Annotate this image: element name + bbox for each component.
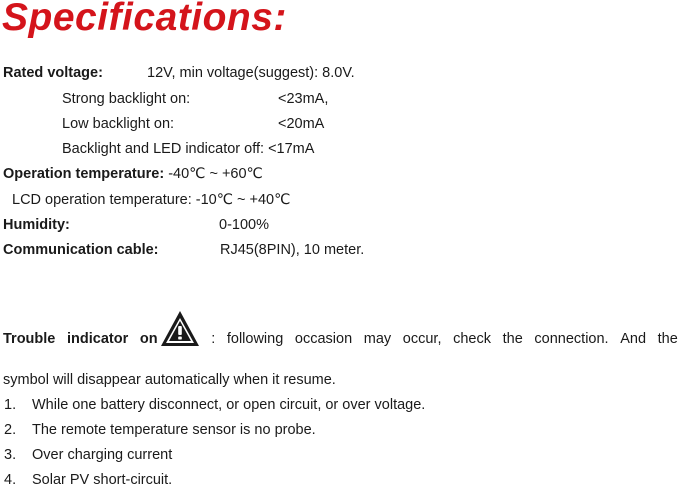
list-item-text: Over charging current (32, 447, 173, 463)
humidity-label: Humidity: (3, 217, 70, 233)
trouble-word-may: may (363, 331, 392, 347)
page-title: Specifications: (2, 0, 287, 39)
rated-voltage-label: Rated voltage: (3, 65, 103, 81)
humidity-value: 0-100% (219, 217, 269, 233)
list-item-number: 4. (4, 472, 17, 488)
strong-backlight-label: Strong backlight on: (62, 91, 191, 107)
list-item-text: Solar PV short-circuit. (32, 472, 173, 488)
list-item-text: While one battery disconnect, or open circuit, or over voltage. (32, 397, 426, 413)
on-with-icon (140, 310, 200, 348)
trouble-continuation-line: symbol will disappear automatically when it resume. (3, 372, 336, 388)
list-item-number: 2. (4, 422, 17, 438)
backlight-off-line: Backlight and LED indicator off: <17mA (62, 141, 315, 157)
on-word: on (139, 331, 158, 347)
rated-voltage-value: 12V, min voltage(suggest): 8.0V. (147, 65, 355, 81)
strong-backlight-value: <23mA, (278, 91, 329, 107)
trouble-word-following: following (226, 331, 284, 347)
communication-cable-value: RJ45(8PIN), 10 meter. (220, 242, 365, 258)
indicator-word: indicator (67, 331, 129, 347)
list-item-number: 3. (4, 447, 17, 463)
warning-triangle-icon (160, 310, 200, 348)
trouble-word-and: And (620, 331, 647, 347)
trouble-word-the: the (502, 331, 523, 347)
trouble-word: Trouble (3, 331, 56, 347)
trouble-word-connection: connection. (534, 331, 609, 347)
communication-cable-label: Communication cable: (3, 242, 159, 258)
trouble-word-check: check (453, 331, 491, 347)
list-item-number: 1. (4, 397, 17, 413)
operation-temperature-label: Operation temperature: (3, 166, 165, 182)
list-item-text: The remote temperature sensor is no probe. (32, 422, 316, 438)
lcd-temperature-line: LCD operation temperature: -10℃ ~ +40℃ (12, 192, 291, 208)
low-backlight-value: <20mA (278, 116, 325, 132)
operation-temperature-value: -40℃ ~ +60℃ (168, 166, 263, 182)
trouble-word-occasion: occasion (294, 331, 353, 347)
operation-temperature-row (3, 165, 263, 183)
trouble-word-colon: : (211, 331, 216, 347)
trouble-word-the-2: the (657, 331, 678, 347)
low-backlight-label: Low backlight on: (62, 116, 175, 132)
trouble-word-occur: occur, (402, 331, 442, 347)
trouble-indicator-line (3, 306, 678, 348)
